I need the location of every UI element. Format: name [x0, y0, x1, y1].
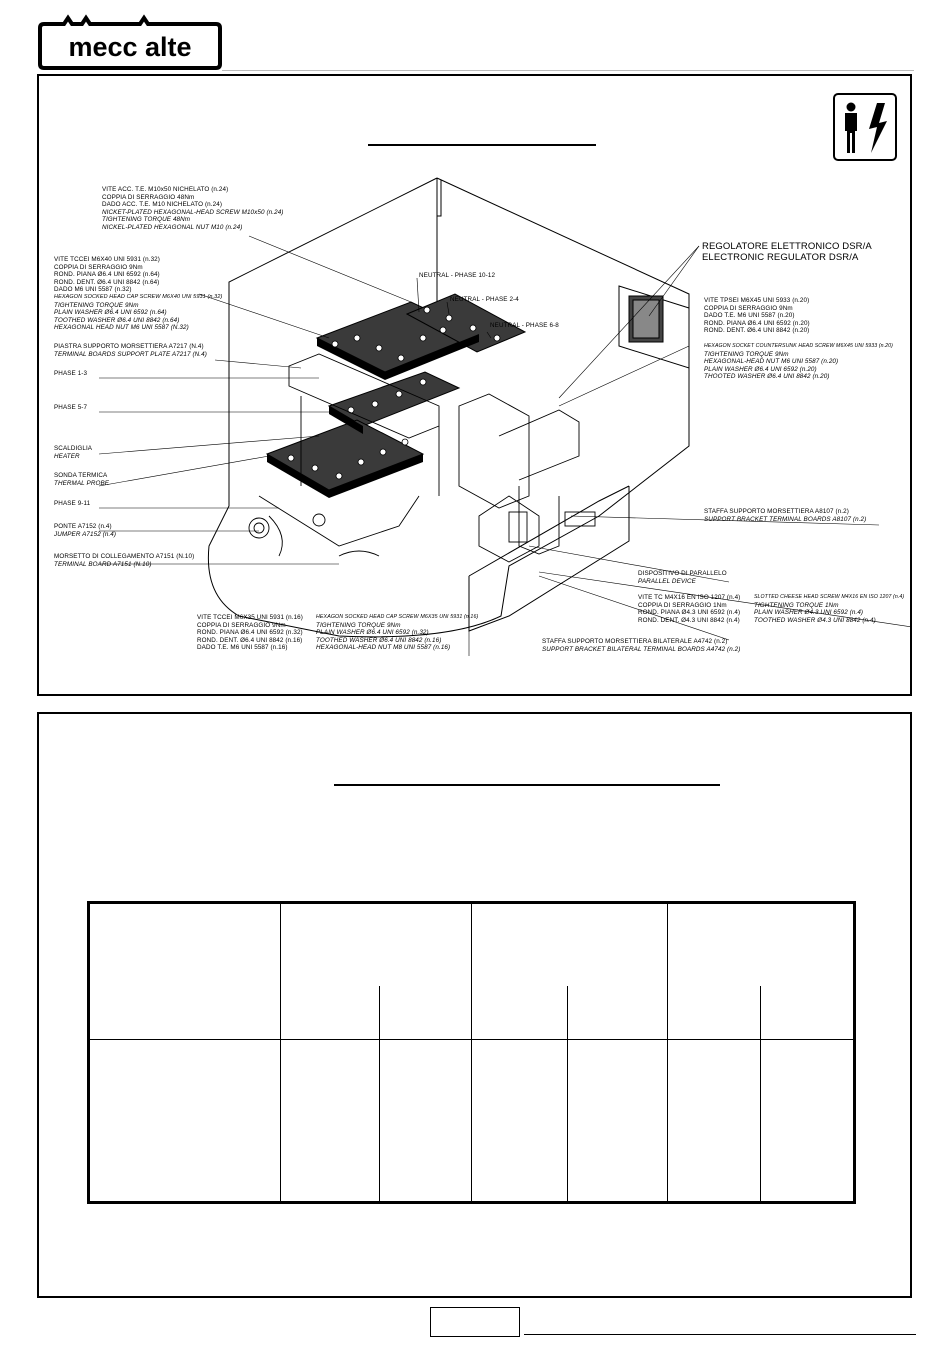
label-screw-m6x35-en: HEXAGON SOCKED HEAD CAP SCREW M6X35 UNI 5931 (n.16) TIGHTENING TORQUE 9Nm PLAIN WASHER Ø6.4 UNI 6592 (n.32) TOOTHED WASHER Ø6.4 UNI 8842 (n.16) HEXAGONAL-HEAD NUT M8 UNI 5587 (n.16) [316, 614, 479, 652]
label-terminal-board: MORSETTO DI COLLEGAMENTO A7151 (N.10) TERMINAL BOARD A7151 (N.10) [54, 553, 195, 568]
footer-rule [524, 1334, 916, 1335]
label-screw-m4-en: SLOTTED CHEESE HEAD SCREW M4X16 EN ISO 1207 (n.4) TIGHTENING TORQUE 1Nm PLAIN WASHER Ø4.3 UNI 6592 (n.4) TOOTHED WASHER Ø4.3 UNI 8842 (n.4) [754, 594, 905, 624]
label-screw-m6x40: VITE TCCEI M6X40 UNI 5931 (n.32) COPPIA DI SERRAGGIO 9Nm ROND. PIANA Ø6.4 UNI 6592 (n.64) ROND. DENT. Ø6.4 UNI 8842 (n.64) DADO M6 UNI 5587 (n.32) HEXAGON SOCKED HEAD CAP SCREW M6X40 UNI 5931 (n.32) TIGHTENING TORQUE 9Nm PLAIN WASHER Ø6.4 UNI 6592 (n.64) TOOTHED WASHER Ø6.4 UNI 8842 (n.64) HEXAGONAL HEAD NUT M6 UNI 5587 (N.32) [54, 256, 223, 332]
table-cell [281, 903, 472, 1040]
table-cell [668, 1040, 761, 1203]
table-cell [380, 1040, 472, 1203]
table-cell [472, 903, 668, 1040]
table-cell [568, 1040, 668, 1203]
label-screw-m4: VITE TC M4X16 EN ISO 1207 (n.4) COPPIA DI SERRAGGIO 1Nm ROND. PIANA Ø4.3 UNI 6592 (n.4) ROND. DENT. Ø4.3 UNI 8842 (n.4) [638, 594, 741, 624]
table-header-row [89, 903, 855, 1040]
table-cell [761, 1040, 855, 1203]
label-bracket-a4742: STAFFA SUPPORTO MORSETTIERA BILATERALE A4742 (n.2) SUPPORT BRACKET BILATERAL TERMINAL BOARDS A4742 (n.2) [542, 638, 741, 653]
label-thermal-probe: SONDA TERMICA THERMAL PROBE [54, 472, 110, 487]
header-rule [222, 70, 914, 71]
table-cell [89, 903, 281, 1040]
label-support-plate: PIASTRA SUPPORTO MORSETTIERA A7217 (N.4) TERMINAL BOARDS SUPPORT PLATE A7217 (N.4) [54, 343, 207, 358]
label-screw-m10: VITE ACC. T.E. M10x50 NICHELATO (n.24) COPPIA DI SERRAGGIO 48Nm DADO ACC. T.E. M10 NICHELATO (n.24) NICKET-PLATED HEXAGONAL-HEAD SCREW M10x50 (n.24) TIGHTENING TORQUE 48Nm NICKEL-PLATED HEXAGONAL NUT M10 (n.24) [102, 186, 284, 231]
label-phase-5-7: PHASE 5-7 [54, 404, 88, 411]
label-phase-9-11: PHASE 9-11 [54, 500, 91, 507]
spec-table [87, 901, 856, 1204]
table-cell [668, 903, 855, 1040]
label-neutral-2-4: NEUTRAL - PHASE 2-4 [450, 296, 519, 303]
label-screw-m6x45-en: HEXAGON SOCKET COUNTERSUNK HEAD SCREW M6X45 UNI 5933 (n.20) TIGHTENING TORQUE 9Nm HEXAGONAL-HEAD NUT M6 UNI 5587 (n.20) PLAIN WASHER Ø6.4 UNI 6592 (n.20) THOOTED WASHER Ø6.4 UNI 8842 (n.20) [704, 343, 893, 381]
page-number-box [430, 1307, 520, 1337]
label-phase-1-3: PHASE 1-3 [54, 370, 88, 377]
label-parallel-device: DISPOSITIVO DI PARALLELO PARALLEL DEVICE [638, 570, 727, 585]
label-regulator: REGOLATORE ELETTRONICO DSR/A ELECTRONIC REGULATOR DSR/A [702, 241, 872, 263]
label-screw-m6x35: VITE TCCEI M6X35 UNI 5931 (n.16) COPPIA DI SERRAGGIO 9Nm ROND. PIANA Ø6.4 UNI 6592 (n.32) ROND. DENT. Ø6.4 UNI 8842 (n.16) DADO T.E. M6 UNI 5587 (n.16) [197, 614, 303, 652]
table-cell [472, 1040, 568, 1203]
label-neutral-10-12: NEUTRAL - PHASE 10-12 [419, 272, 496, 279]
label-bracket-a8107: STAFFA SUPPORTO MORSETTIERA A8107 (n.2) SUPPORT BRACKET TERMINAL BOARDS A8107 (n.2) [704, 508, 867, 523]
label-screw-m6x45: VITE TPSEI M6X45 UNI 5933 (n.20) COPPIA DI SERRAGGIO 9Nm DADO T.E. M6 UNI 5587 (n.20) ROND. PIANA Ø6.4 UNI 6592 (n.20) ROND. DENT. Ø6.4 UNI 8842 (n.20) [704, 297, 810, 335]
table-cell [281, 1040, 380, 1203]
table-row [89, 1040, 855, 1203]
svg-text:mecc alte: mecc alte [68, 32, 192, 62]
label-heater: SCALDIGLIA HEATER [54, 445, 93, 460]
table-heading-underline [334, 784, 720, 786]
mecc-alte-logo [36, 14, 222, 72]
label-neutral-6-8: NEUTRAL - PHASE 6-8 [490, 322, 559, 329]
table-cell [89, 1040, 281, 1203]
label-jumper: PONTE A7152 (n.4) JUMPER A7152 (n.4) [54, 523, 117, 538]
